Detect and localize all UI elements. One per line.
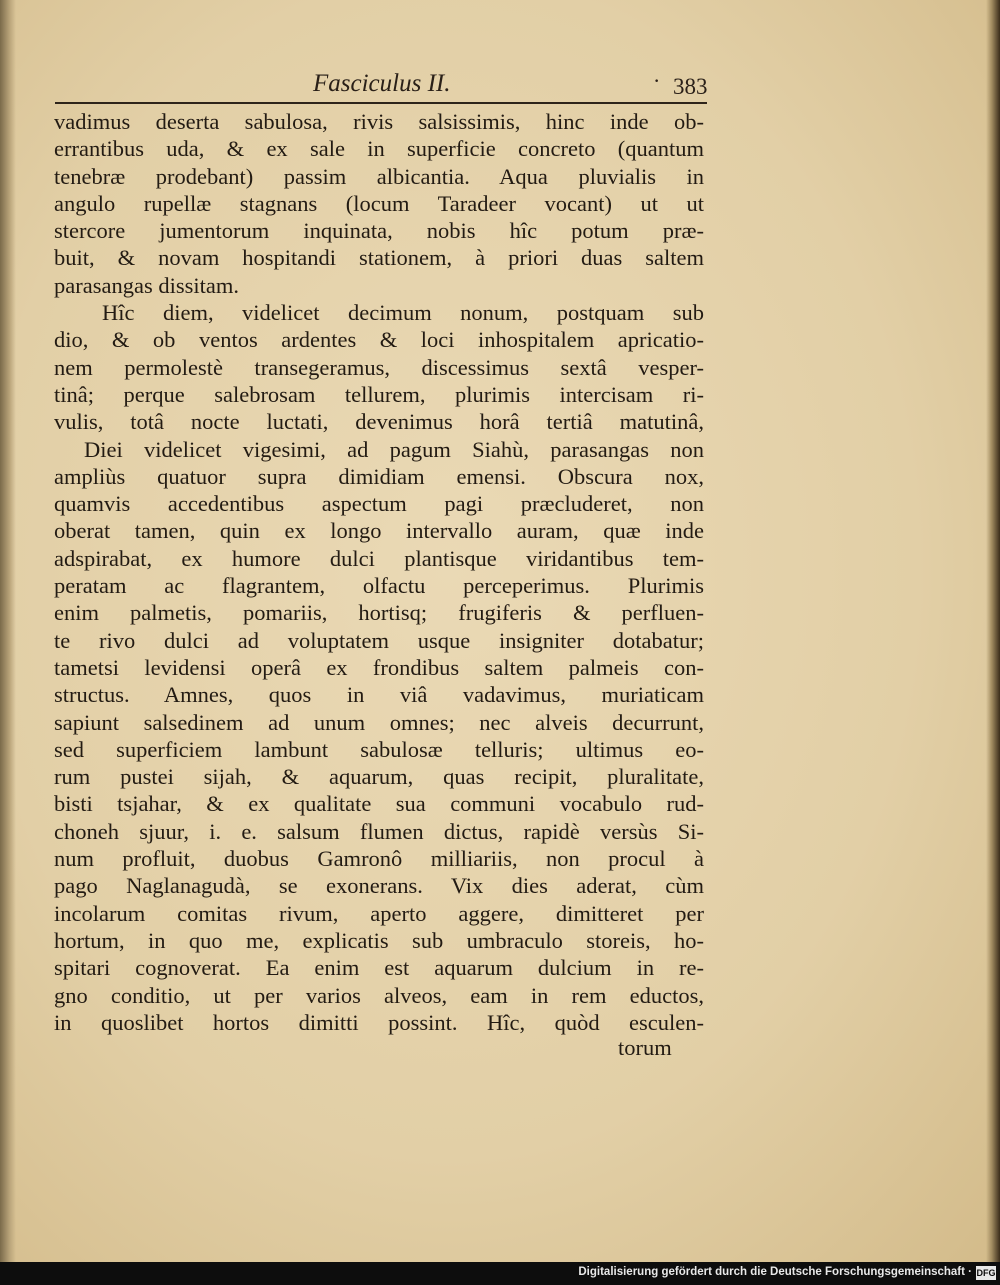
text-line: pago Naglanagudà, se exonerans. Vix dies aderat, cùm <box>54 873 704 899</box>
text-line: errantibus uda, & ex sale in superficie concreto (quantum <box>54 136 704 162</box>
text-line: choneh sjuur, i. e. salsum flumen dictus, rapidè versùs Si- <box>54 818 704 844</box>
text-line: tenebræ prodebant) passim albicantia. Aqua pluvialis in <box>54 163 704 189</box>
text-line: spitari cognoverat. Ea enim est aquarum dulcium in re- <box>54 955 704 981</box>
text-line: num profluit, duobus Gamronô milliariis, non procul à <box>54 846 704 872</box>
page-gutter-shadow <box>0 0 16 1262</box>
text-line: oberat tamen, quin ex longo intervallo auram, quæ inde <box>54 518 704 544</box>
text-line: vadimus deserta sabulosa, rivis salsissimis, hinc inde ob- <box>54 109 704 134</box>
text-line: hortum, in quo me, explicatis sub umbraculo storeis, ho- <box>54 927 704 953</box>
text-line: angulo rupellæ stagnans (locum Taradeer vocant) ut ut <box>54 190 704 216</box>
text-line: tametsi levidensi operâ ex frondibus saltem palmeis con- <box>54 654 704 680</box>
text-line: nem permolestè transegeramus, discessimus sextâ vesper- <box>54 354 704 380</box>
text-line: sed superficiem lambunt sabulosæ telluris; ultimus eo- <box>54 736 704 762</box>
text-line: vulis, totâ nocte luctati, devenimus horâ tertiâ matutinâ, <box>54 409 704 435</box>
text-line: parasangas dissitam. <box>54 272 239 298</box>
catchword: torum <box>618 1035 672 1060</box>
text-line: sapiunt salsedinem ad unum omnes; nec alveis decurrunt, <box>54 709 704 735</box>
dfg-logo-icon: DFG <box>976 1268 996 1278</box>
text-line: quamvis accedentibus aspectum pagi præcluderet, non <box>54 491 704 517</box>
running-head-title: Fasciculus II. <box>313 70 451 97</box>
text-line: rum pustei sijah, & aquarum, quas recipit, pluralitate, <box>54 764 704 790</box>
text-line: te rivo dulci ad voluptatem usque insigniter dotabatur; <box>54 627 704 653</box>
text-line: enim palmetis, pomariis, hortisq; frugiferis & perfluen- <box>54 600 704 626</box>
page-edge-shadow <box>986 0 1000 1262</box>
text-line: stercore jumentorum inquinata, nobis hîc potum præ- <box>54 218 704 244</box>
text-line: peratam ac flagrantem, olfactu perceperimus. Plurimis <box>54 573 704 599</box>
footer-credit: Digitalisierung gefördert durch die Deutsche Forschungsgemeinschaft · <box>578 1266 972 1278</box>
digitization-footer <box>0 1262 1000 1285</box>
running-head-dot: · <box>653 68 661 93</box>
text-line: gno conditio, ut per varios alveos, eam in rem eductos, <box>54 982 704 1008</box>
text-line: adspirabat, ex humore dulci plantisque viridantibus tem- <box>54 545 704 571</box>
text-line: ampliùs quatuor supra dimidiam emensi. Obscura nox, <box>54 463 704 489</box>
text-line: structus. Amnes, quos in viâ vadavimus, muriaticam <box>54 682 704 708</box>
text-line: tinâ; perque salebrosam tellurem, plurimis intercisam ri- <box>54 381 704 407</box>
body-text <box>54 108 704 1036</box>
text-line: in quoslibet hortos dimitti possint. Hîc, quòd esculen- <box>54 1009 704 1035</box>
text-line: Diei videlicet vigesimi, ad pagum Siahù, parasangas non <box>84 436 704 462</box>
text-line: dio, & ob ventos ardentes & loci inhospitalem apricatio- <box>54 327 704 353</box>
text-line: bisti tsjahar, & ex qualitate sua communi vocabulo rud- <box>54 791 704 817</box>
text-line: buit, & novam hospitandi stationem, à priori duas saltem <box>54 245 704 271</box>
text-line: Hîc diem, videlicet decimum nonum, postquam sub <box>102 300 704 326</box>
page-number: 383 <box>673 74 708 99</box>
running-head <box>55 70 710 102</box>
text-line: incolarum comitas rivum, aperto aggere, dimitteret per <box>54 900 704 926</box>
header-rule <box>55 102 707 104</box>
